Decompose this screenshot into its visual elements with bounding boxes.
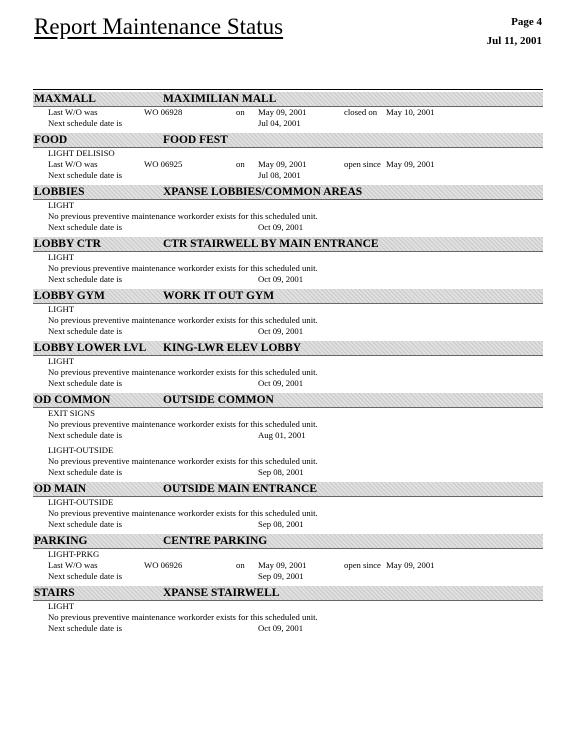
schedule-item (33, 445, 543, 478)
unit-group (33, 92, 543, 129)
last-wo-label: Last W/O was (48, 107, 98, 117)
report-date: Jul 11, 2001 (486, 35, 542, 47)
unit-header (33, 341, 543, 356)
next-schedule-date: Sep 08, 2001 (258, 467, 304, 477)
schedule-item (33, 356, 543, 389)
next-schedule-line (33, 118, 543, 129)
unit-header (33, 133, 543, 148)
last-wo-line (33, 560, 543, 571)
schedule-item (33, 408, 543, 441)
wo-status: open since (344, 560, 381, 570)
next-schedule-line (33, 222, 543, 233)
no-previous-line (33, 419, 543, 430)
last-wo-label: Last W/O was (48, 159, 98, 169)
unit-code: STAIRS (34, 587, 75, 599)
item-name: LIGHT-OUTSIDE (48, 497, 114, 507)
unit-description: CENTRE PARKING (163, 535, 268, 547)
no-previous-message: No previous preventive maintenance workorder exists for this scheduled unit. (48, 612, 318, 622)
item-name: EXIT SIGNS (48, 408, 95, 418)
unit-code: PARKING (34, 535, 88, 547)
last-wo-line (33, 159, 543, 170)
page-number: Page 4 (511, 16, 542, 28)
no-previous-message: No previous preventive maintenance workorder exists for this scheduled unit. (48, 315, 318, 325)
next-schedule-label: Next schedule date is (48, 170, 123, 180)
unit-description: XPANSE STAIRWELL (163, 587, 280, 599)
unit-description: OUTSIDE MAIN ENTRANCE (163, 483, 317, 495)
no-previous-line (33, 263, 543, 274)
next-schedule-label: Next schedule date is (48, 274, 123, 284)
item-name: LIGHT (48, 356, 75, 366)
schedule-item (33, 601, 543, 634)
item-name: LIGHT (48, 304, 75, 314)
no-previous-line (33, 508, 543, 519)
next-schedule-label: Next schedule date is (48, 467, 123, 477)
unit-description: FOOD FEST (163, 134, 228, 146)
unit-header (33, 534, 543, 549)
unit-code: FOOD (34, 134, 68, 146)
next-schedule-line (33, 623, 543, 634)
item-name: LIGHT-OUTSIDE (48, 445, 114, 455)
unit-group (33, 237, 543, 285)
schedule-item (33, 200, 543, 233)
no-previous-message: No previous preventive maintenance workorder exists for this scheduled unit. (48, 367, 318, 377)
wo-status: open since (344, 159, 381, 169)
next-schedule-date: Sep 09, 2001 (258, 571, 304, 581)
item-name: LIGHT (48, 252, 75, 262)
unit-header (33, 482, 543, 497)
next-schedule-line (33, 571, 543, 582)
unit-code: LOBBY GYM (34, 290, 105, 302)
unit-group (33, 534, 543, 582)
next-schedule-date: Jul 04, 2001 (258, 118, 301, 128)
wo-status-date: May 09, 2001 (386, 560, 435, 570)
schedule-item (33, 107, 543, 129)
next-schedule-line (33, 378, 543, 389)
next-schedule-label: Next schedule date is (48, 118, 123, 128)
item-name: LIGHT (48, 200, 75, 210)
no-previous-line (33, 211, 543, 222)
unit-header (33, 92, 543, 107)
unit-group (33, 586, 543, 634)
schedule-item (33, 304, 543, 337)
next-schedule-date: Oct 09, 2001 (258, 623, 304, 633)
unit-header (33, 237, 543, 252)
header-rule (33, 89, 543, 90)
wo-number: WO 06925 (144, 159, 183, 169)
last-wo-label: Last W/O was (48, 560, 98, 570)
next-schedule-line (33, 430, 543, 441)
next-schedule-line (33, 170, 543, 181)
unit-group (33, 133, 543, 181)
unit-group (33, 482, 543, 530)
schedule-item (33, 252, 543, 285)
unit-description: KING-LWR ELEV LOBBY (163, 342, 302, 354)
schedule-item (33, 148, 543, 181)
wo-status-date: May 10, 2001 (386, 107, 435, 117)
schedule-item (33, 497, 543, 530)
no-previous-message: No previous preventive maintenance workorder exists for this scheduled unit. (48, 456, 318, 466)
unit-header (33, 586, 543, 601)
unit-code: LOBBY LOWER LVL (34, 342, 147, 354)
next-schedule-date: Sep 08, 2001 (258, 519, 304, 529)
next-schedule-label: Next schedule date is (48, 222, 123, 232)
wo-date: May 09, 2001 (258, 107, 307, 117)
unit-code: MAXMALL (34, 93, 96, 105)
on-label: on (236, 107, 245, 117)
wo-number: WO 06926 (144, 560, 183, 570)
unit-group (33, 341, 543, 389)
wo-status-date: May 09, 2001 (386, 159, 435, 169)
no-previous-line (33, 315, 543, 326)
next-schedule-label: Next schedule date is (48, 326, 123, 336)
next-schedule-line (33, 467, 543, 478)
wo-status: closed on (344, 107, 378, 117)
unit-code: OD COMMON (34, 394, 111, 406)
no-previous-message: No previous preventive maintenance workorder exists for this scheduled unit. (48, 211, 318, 221)
schedule-item (33, 549, 543, 582)
next-schedule-line (33, 274, 543, 285)
next-schedule-label: Next schedule date is (48, 519, 123, 529)
unit-group (33, 289, 543, 337)
page-title: Report Maintenance Status (34, 14, 284, 39)
unit-description: WORK IT OUT GYM (163, 290, 275, 302)
report-body (33, 92, 543, 638)
no-previous-line (33, 612, 543, 623)
next-schedule-label: Next schedule date is (48, 623, 123, 633)
unit-description: XPANSE LOBBIES/COMMON AREAS (163, 186, 363, 198)
next-schedule-label: Next schedule date is (48, 378, 123, 388)
wo-number: WO 06928 (144, 107, 183, 117)
on-label: on (236, 159, 245, 169)
next-schedule-date: Oct 09, 2001 (258, 378, 304, 388)
unit-description: OUTSIDE COMMON (163, 394, 274, 406)
no-previous-message: No previous preventive maintenance workorder exists for this scheduled unit. (48, 263, 318, 273)
next-schedule-label: Next schedule date is (48, 430, 123, 440)
unit-header (33, 289, 543, 304)
next-schedule-label: Next schedule date is (48, 571, 123, 581)
next-schedule-date: Aug 01, 2001 (258, 430, 306, 440)
next-schedule-date: Jul 08, 2001 (258, 170, 301, 180)
unit-group (33, 185, 543, 233)
item-name: LIGHT-PRKG (48, 549, 100, 559)
unit-header (33, 185, 543, 200)
next-schedule-line (33, 519, 543, 530)
wo-date: May 09, 2001 (258, 560, 307, 570)
item-name: LIGHT (48, 601, 75, 611)
next-schedule-line (33, 326, 543, 337)
unit-header (33, 393, 543, 408)
unit-code: LOBBIES (34, 186, 85, 198)
item-name: LIGHT DELISISO (48, 148, 115, 158)
next-schedule-date: Oct 09, 2001 (258, 222, 304, 232)
no-previous-line (33, 456, 543, 467)
no-previous-message: No previous preventive maintenance workorder exists for this scheduled unit. (48, 419, 318, 429)
unit-description: CTR STAIRWELL BY MAIN ENTRANCE (163, 238, 379, 250)
no-previous-line (33, 367, 543, 378)
next-schedule-date: Oct 09, 2001 (258, 326, 304, 336)
wo-date: May 09, 2001 (258, 159, 307, 169)
unit-code: LOBBY CTR (34, 238, 101, 250)
no-previous-message: No previous preventive maintenance workorder exists for this scheduled unit. (48, 508, 318, 518)
unit-group (33, 393, 543, 478)
unit-code: OD MAIN (34, 483, 87, 495)
on-label: on (236, 560, 245, 570)
last-wo-line (33, 107, 543, 118)
unit-description: MAXIMILIAN MALL (163, 93, 277, 105)
next-schedule-date: Oct 09, 2001 (258, 274, 304, 284)
